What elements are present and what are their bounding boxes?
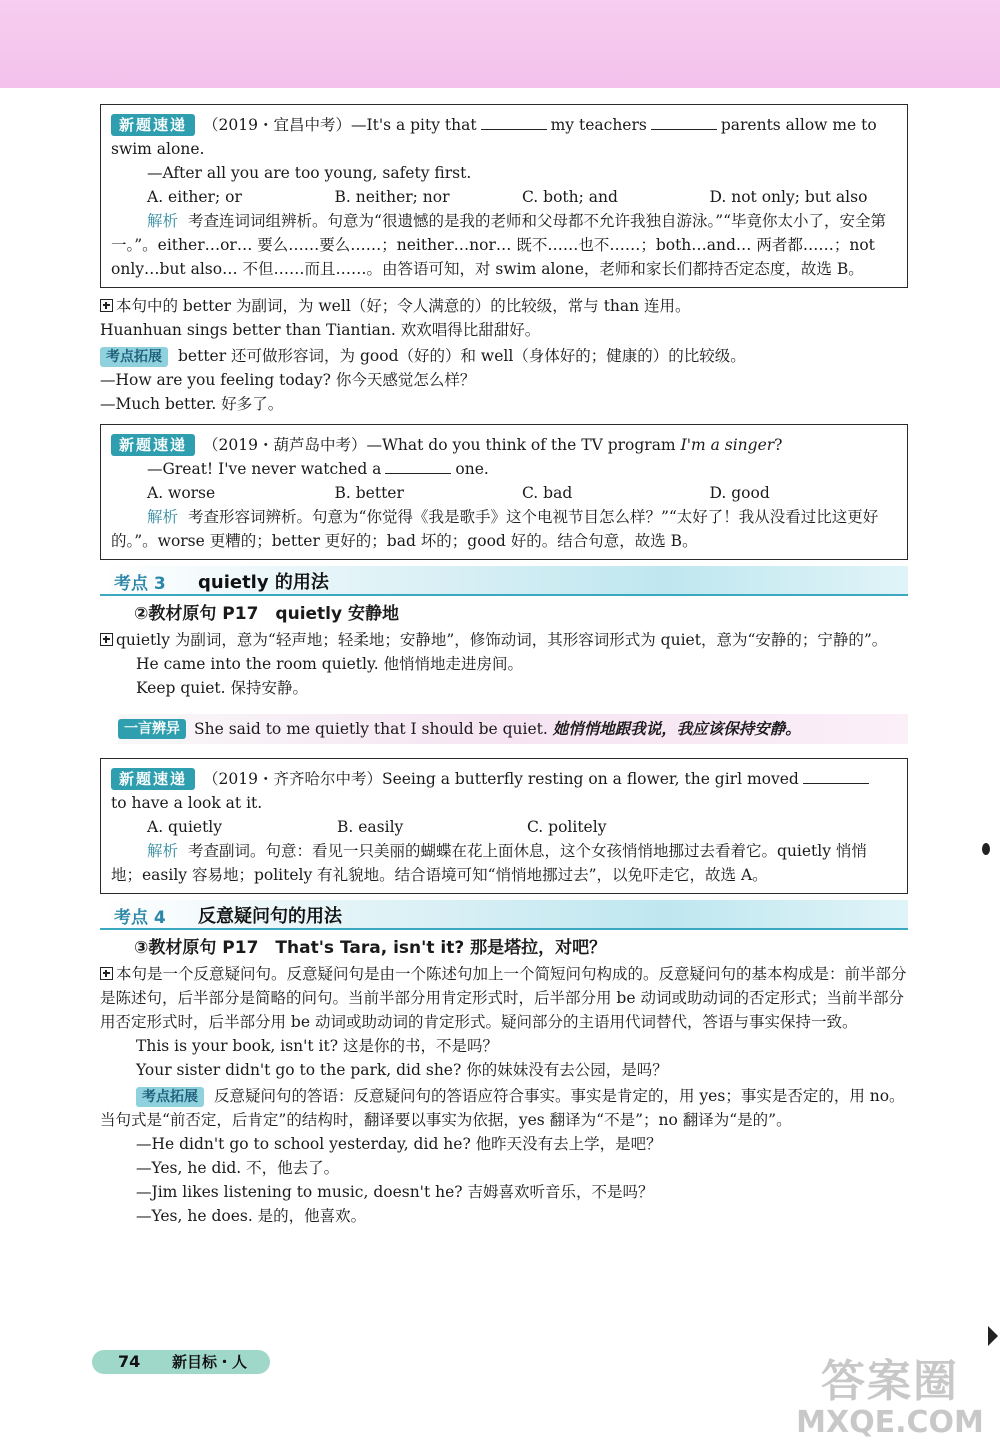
quiz-stem: ? (774, 436, 783, 454)
option-d: D. not only; but also (709, 188, 868, 206)
compare-tag: 一言辨异 (118, 719, 186, 739)
option-a: A. either; or (147, 188, 242, 206)
page-footer (92, 1350, 270, 1374)
compare-translation: 她悄悄地跟我说，我应该保持安静。 (552, 719, 801, 738)
example-sentence: Keep quiet. 保持安静。 (136, 679, 308, 697)
extension-row (100, 1084, 908, 1132)
quiz-stem: my teachers (550, 116, 647, 134)
compare-sentence: She said to me quietly that I should be quiet. (194, 720, 548, 738)
example-sentence: —Yes, he does. 是的，他喜欢。 (136, 1207, 367, 1225)
plus-square-icon (100, 299, 113, 312)
explanation-label: 解析 (147, 508, 179, 526)
page-content (100, 104, 908, 1228)
section-note (100, 628, 908, 652)
textbook-sentence-heading: ③教材原句 P17 That's Tara, isn't it? 那是塔拉，对吧？ (134, 938, 607, 958)
page-number: 74 (118, 1352, 141, 1371)
extension-row (100, 344, 908, 368)
note-text: quietly 为副词，意为“轻声地；轻柔地；安静地”，修饰动词，其形容词形式为 quiet，意为“安静的；宁静的”。 (116, 631, 888, 649)
reply-text: one. (455, 460, 489, 478)
option-b: B. neither; nor (334, 188, 450, 206)
example-sentence: This is your book, isn't it? 这是你的书，不是吗？ (136, 1037, 498, 1055)
better-note (100, 294, 908, 318)
explanation-label: 解析 (147, 212, 179, 230)
section-number: 考点 3 (114, 574, 166, 594)
section-heading-3 (100, 566, 908, 596)
quiz-source: （2019・齐齐哈尔中考） (203, 770, 382, 788)
quiz-stem: Seeing a butterfly resting on a flower, the girl moved (381, 770, 799, 788)
quiz-box-1 (100, 104, 908, 288)
option-c: C. politely (527, 818, 607, 836)
section-number: 考点 4 (114, 908, 166, 928)
quiz-tag: 新题速递 (111, 114, 195, 136)
watermark-text: 答案圈 (821, 1356, 959, 1407)
watermark-logo (790, 1345, 990, 1440)
plus-square-icon (100, 967, 113, 980)
option-b: B. better (334, 484, 404, 502)
section-heading-4 (100, 900, 908, 930)
quiz-stem: —What do you think of the TV program (366, 436, 676, 454)
explanation-label: 解析 (147, 842, 179, 860)
quiz-box-2 (100, 424, 908, 560)
answer-blank (651, 115, 717, 130)
quiz-options (111, 185, 897, 209)
answer-blank (803, 769, 869, 784)
reply-text: —Great! I've never watched a (147, 460, 382, 478)
quiz-stem: —It's a pity that (350, 116, 477, 134)
plus-square-icon (100, 633, 113, 646)
quiz-source: （2019・葫芦岛中考） (203, 436, 367, 454)
watermark-url: MXQE.COM (796, 1405, 984, 1440)
example-sentence: Your sister didn't go to the park, did she? 你的妹妹没有去公园，是吗？ (136, 1061, 668, 1079)
quiz-stem: swim alone. (111, 140, 205, 158)
option-c: C. bad (522, 484, 573, 502)
extension-text: better 还可做形容词，为 good（好的）和 well（身体好的；健康的）的比较级。 (178, 347, 746, 365)
quiz-reply: —After all you are too young, safety first. (147, 164, 472, 182)
textbook-sentence-heading: ②教材原句 P17 quietly 安静地 (134, 604, 400, 624)
example-sentence: Huanhuan sings better than Tiantian. 欢欢唱得比甜甜好。 (100, 321, 541, 339)
option-c: C. both; and (522, 188, 618, 206)
section-note (100, 962, 908, 1034)
margin-mark (982, 843, 990, 855)
quiz-stem: parents allow me to (720, 116, 877, 134)
section-title: quietly 的用法 (198, 572, 329, 593)
note-text: 本句中的 better 为副词，为 well（好；令人满意的）的比较级，常与 than 连用。 (116, 297, 691, 315)
example-sentence: —He didn't go to school yesterday, did he? 他昨天没有去上学，是吧？ (136, 1135, 662, 1153)
example-sentence: He came into the room quietly. 他悄悄地走进房间。 (136, 655, 524, 673)
extension-tag: 考点拓展 (100, 347, 168, 367)
extension-tag: 考点拓展 (136, 1087, 204, 1107)
page-corner-arrow-icon (988, 1326, 998, 1346)
program-title: I'm a singer (680, 436, 775, 454)
book-name: 新目标・人 (172, 1353, 248, 1371)
quiz-box-3 (100, 758, 908, 894)
section-title: 反意疑问句的用法 (198, 906, 342, 927)
quiz-tag: 新题速递 (111, 434, 195, 456)
example-sentence: —Much better. 好多了。 (100, 395, 284, 413)
compare-strip (118, 714, 908, 744)
option-d: D. good (709, 484, 770, 502)
explanation-text: 考查形容词辨析。句意为“你觉得《我是歌手》这个电视节目怎么样？”“太好了！我从没看过比这更好的。”。worse 更糟的；better 更好的；bad 坏的；good 好的。结合句意，故选 B。 (111, 508, 879, 550)
quiz-options (111, 815, 897, 839)
example-sentence: —How are you feeling today? 你今天感觉怎么样？ (100, 371, 476, 389)
quiz-reply (111, 457, 897, 481)
quiz-stem: to have a look at it. (111, 794, 263, 812)
explanation-text: 考查连词词组辨析。句意为“很遗憾的是我的老师和父母都不允许我独自游泳。”“毕竟你太小了，安全第一。”。either…or… 要么……要么……；neither…nor… 既不……也不……；both…and… 两者都……；not only…but also… 不但……而且……。由答语可知，对 swim alone，老师和家长们都持否定态度，故选 B。 (111, 212, 887, 278)
example-sentence: —Yes, he did. 不，他去了。 (136, 1159, 340, 1177)
option-a: A. worse (147, 484, 216, 502)
quiz-tag: 新题速递 (111, 768, 195, 790)
note-text: 本句是一个反意疑问句。反意疑问句是由一个陈述句加上一个简短问句构成的。反意疑问句的基本构成是：前半部分是陈述句，后半部分是简略的问句。当前半部分用肯定形式时，后半部分用 be 动词或助动词的否定形式；当前半部分用否定形式时，后半部分用 be 动词或助动词的肯定形式。疑问部分的主语用代词替代，答语与事实保持一致。 (100, 965, 907, 1031)
example-sentence: —Jim likes listening to music, doesn't he? 吉姆喜欢听音乐，不是吗？ (136, 1183, 654, 1201)
quiz-options (111, 481, 897, 505)
explanation-text: 考查副词。句意：看见一只美丽的蝴蝶在花上面休息，这个女孩悄悄地挪过去看着它。quietly 悄悄地；easily 容易地；politely 有礼貌地。结合语境可知“悄悄地挪过去”，以免吓走它，故选 A。 (111, 842, 867, 884)
quiz-source: （2019・宜昌中考） (203, 116, 351, 134)
answer-blank (385, 459, 451, 474)
answer-blank (481, 115, 547, 130)
extension-text: 反意疑问句的答语：反意疑问句的答语应符合事实。事实是肯定的，用 yes；事实是否定的，用 no。当句式是“前否定，后肯定”的结构时，翻译要以事实为依据，yes 翻译为“不是”；no 翻译为“是的”。 (100, 1087, 905, 1129)
top-color-band (0, 0, 1000, 88)
option-b: B. easily (337, 818, 404, 836)
option-a: A. quietly (147, 818, 223, 836)
